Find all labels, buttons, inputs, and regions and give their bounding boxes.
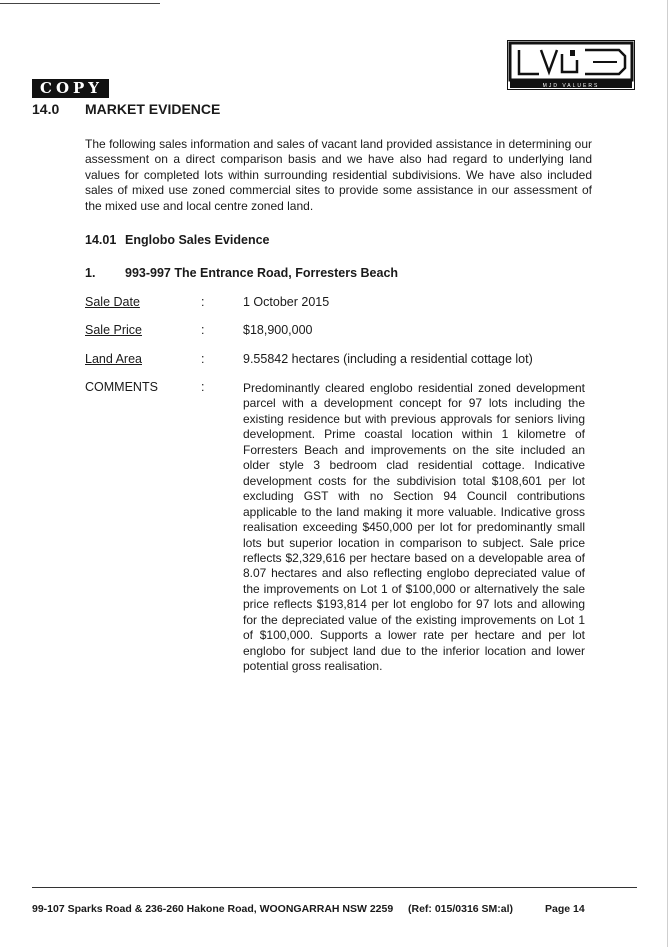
subsection-heading (85, 233, 270, 247)
section-number: 14.0 (32, 101, 60, 117)
comments-colon: : (201, 380, 205, 394)
intro-paragraph: The following sales information and sales of vacant land provided assistance in determining our assessment on a direct comparison basis and we have also had regard to underlying land values for completed lots within surrounding residential subdivisions. We have also included sales of mixed use zoned commercial sites to provide some assistance in our assessment of the mixed use and local centre zoned land. (85, 137, 592, 213)
sale-date-colon: : (201, 295, 205, 309)
comments-text: Predominantly cleared englobo residential zoned development parcel with a development concept for 97 lots including the existing residence but with previous approvals for seniors living development. Prime coastal location within 1 kilometre of Forresters Beach and improvements on the site included an older style 3 bedroom clad residential cottage. Indicative development costs for the subdivision total $108,601 per lot excluding GST with no Section 94 Council contributions applicable to the land making it more valuable. Indicative gross realisation exceeding $450,000 per lot for predominantly small lots but superior location in comparison to subject. Sale price reflects $2,329,616 per hectare based on a developable area of 8.07 hectares and also reflecting englobo depreciated value of the improvements on Lot 1 of $100,000 or alternatively the sale price reflects $193,814 per lot englobo for 97 lots and allowing for the depreciated value of the existing improvements on Lot 1 of $100,000. Supports a lower rate per hectare and per lot englobo for subject land due to the inferior location and lower potential gross realisation. (243, 381, 585, 674)
comments-label: COMMENTS (85, 380, 158, 394)
land-area-label: Land Area (85, 352, 142, 366)
sale-address: 993-997 The Entrance Road, Forresters Beach (125, 266, 399, 280)
section-title: MARKET EVIDENCE (85, 101, 221, 117)
sale-number: 1. (85, 266, 96, 280)
sale-date-label: Sale Date (85, 295, 140, 309)
subsection-number: 14.01 (85, 233, 117, 247)
footer-rule (32, 887, 637, 888)
copy-stamp: COPY (32, 79, 109, 98)
footer-address: 99-107 Sparks Road & 236-260 Hakone Road, WOONGARRAH NSW 2259 (32, 903, 394, 915)
subsection-title: Englobo Sales Evidence (125, 233, 270, 247)
mjd-logo (507, 40, 635, 90)
sale-price-label: Sale Price (85, 323, 142, 337)
sale-date-value: 1 October 2015 (243, 295, 330, 309)
scan-edge-line (667, 0, 668, 947)
page-number: Page 14 (545, 903, 585, 915)
land-area-value: 9.55842 hectares (including a residential cottage lot) (243, 352, 533, 366)
section-heading (32, 101, 220, 117)
sale-price-value: $18,900,000 (243, 323, 313, 337)
sale-heading (85, 266, 398, 280)
sale-price-colon: : (201, 323, 205, 337)
land-area-colon: : (201, 352, 205, 366)
top-rule (0, 3, 160, 4)
footer-reference: (Ref: 015/0316 SM:al) (408, 903, 514, 915)
logo-tagline: MJD VALUERS (542, 83, 600, 89)
